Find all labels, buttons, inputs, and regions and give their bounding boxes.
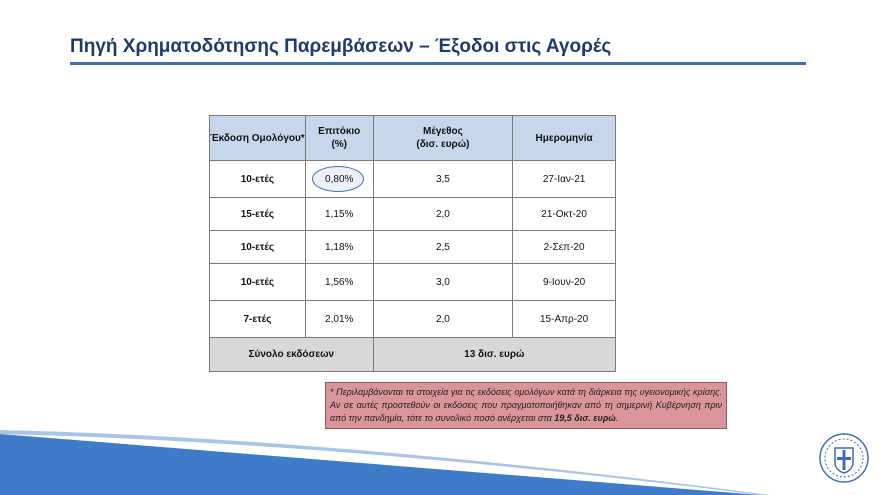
footnote-text: * Περιλαμβάνονται τα στοιχεία για τις εκδόσεις ομολόγων κατά τη διάρκεια της υγειονομικής κρίσης. Αν σε αυτές προστεθούν οι εκδόσεις που πραγματοποιήθηκαν από τη σημερινή Κυβέρνηση πριν από την πανδημία, τότε το συνολικό ποσό ανέρχεται στα xyxy=(330,387,722,423)
header-rate: Επιτόκιο (%) xyxy=(305,116,373,161)
cell-rate-highlighted: 0,80% xyxy=(305,161,373,198)
cell-issue: 10-ετές xyxy=(210,161,306,198)
header-date: Ημερομηνία xyxy=(513,116,616,161)
cell-date: 2-Σεπ-20 xyxy=(513,231,616,264)
table-row xyxy=(210,264,616,301)
cell-date: 27-Ιαν-21 xyxy=(513,161,616,198)
decorative-wave xyxy=(0,420,880,495)
total-label: Σύνολο εκδόσεων xyxy=(210,338,374,372)
header-size: Μέγεθος (δισ. ευρώ) xyxy=(373,116,513,161)
cell-issue: 15-ετές xyxy=(210,198,306,231)
table-row xyxy=(210,301,616,338)
table-total-row xyxy=(210,338,616,372)
cell-size: 3,5 xyxy=(373,161,513,198)
cell-rate: 1,18% xyxy=(305,231,373,264)
footnote-end: . xyxy=(615,413,619,423)
cell-rate: 2,01% xyxy=(305,301,373,338)
table-header-row xyxy=(210,116,616,161)
cell-size: 3,0 xyxy=(373,264,513,301)
cell-size: 2,0 xyxy=(373,198,513,231)
bond-issues-table xyxy=(209,115,616,372)
greek-state-emblem-icon xyxy=(818,432,870,484)
page-title: Πηγή Χρηματοδότησης Παρεμβάσεων – Έξοδοι στις Αγορές xyxy=(70,36,612,57)
header-issue: Έκδοση Ομολόγου* xyxy=(210,116,306,161)
cell-issue: 10-ετές xyxy=(210,264,306,301)
cell-date: 9-Ιουν-20 xyxy=(513,264,616,301)
table-row xyxy=(210,161,616,198)
cell-rate: 1,15% xyxy=(305,198,373,231)
cell-date: 21-Οκτ-20 xyxy=(513,198,616,231)
total-value: 13 δισ. ευρώ xyxy=(373,338,615,372)
cell-date: 15-Απρ-20 xyxy=(513,301,616,338)
cell-size: 2,0 xyxy=(373,301,513,338)
table-row xyxy=(210,198,616,231)
footnote-amount: 19,5 δισ. ευρώ xyxy=(554,413,616,423)
cell-issue: 7-ετές xyxy=(210,301,306,338)
table-row xyxy=(210,231,616,264)
cell-issue: 10-ετές xyxy=(210,231,306,264)
title-underline xyxy=(70,62,806,65)
cell-size: 2,5 xyxy=(373,231,513,264)
cell-rate: 1,56% xyxy=(305,264,373,301)
